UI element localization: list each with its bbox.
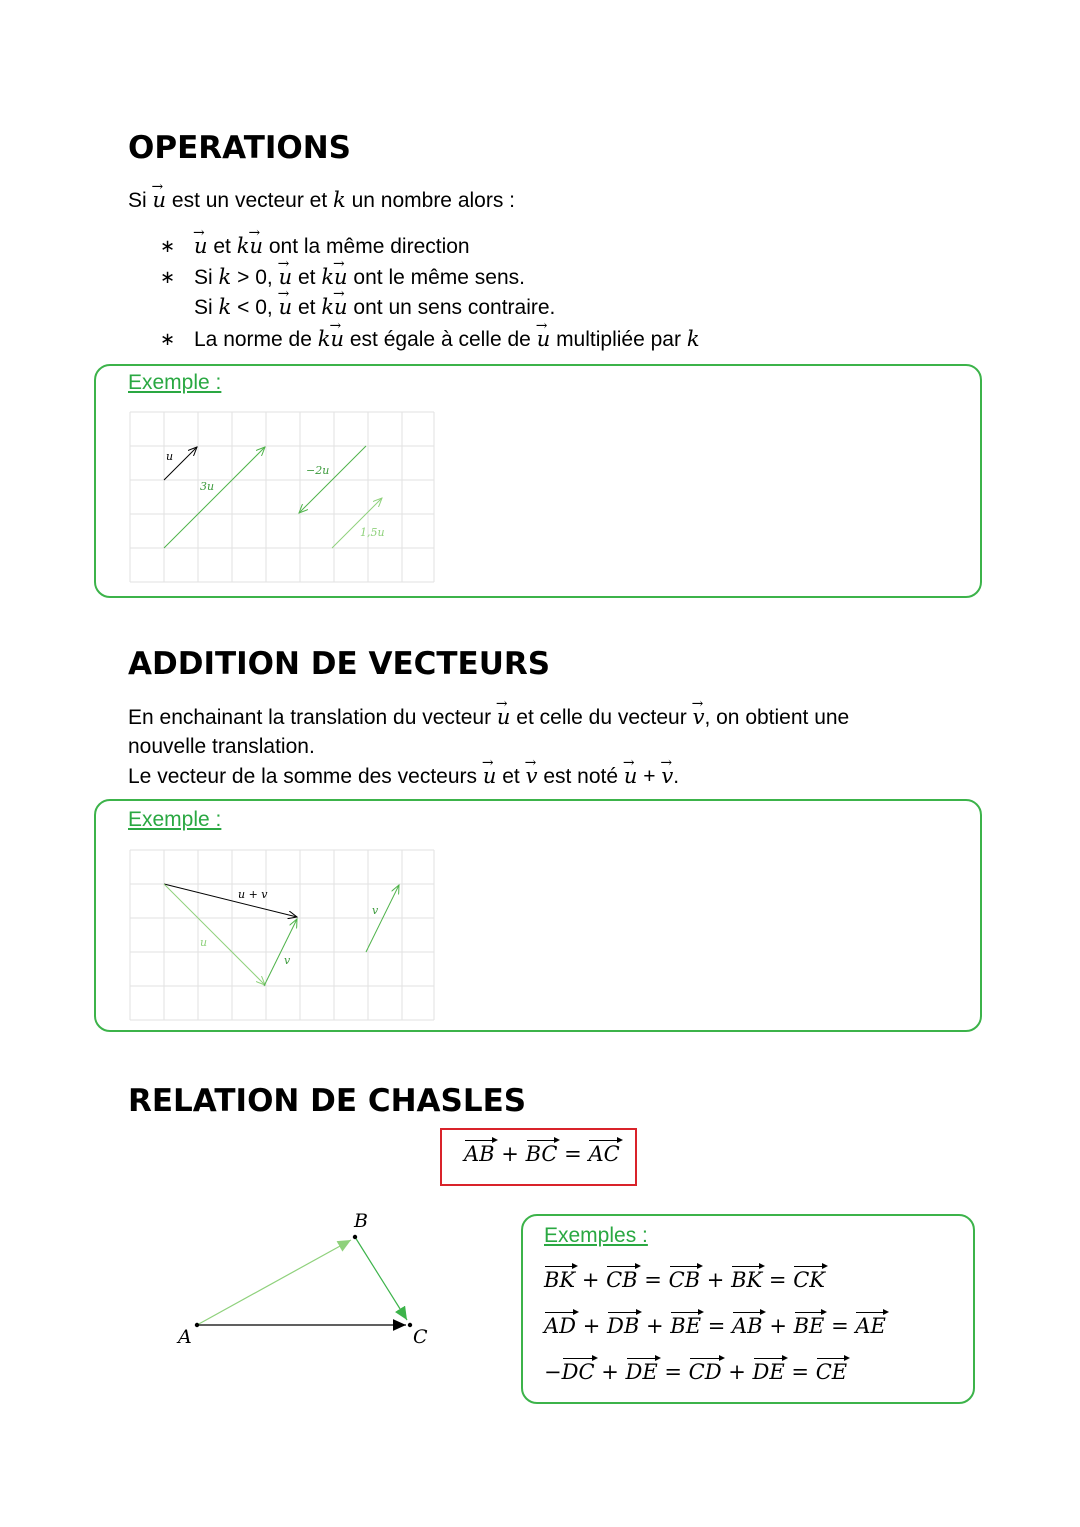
vector-v: v → — [526, 762, 538, 791]
vector: BK — [544, 1268, 576, 1292]
vector: AD — [544, 1314, 577, 1338]
vector-u: u → — [334, 263, 348, 292]
vector-u: u → — [537, 325, 551, 354]
text: et — [213, 235, 231, 258]
section-title-operations: OPERATIONS — [128, 130, 352, 166]
text: < 0, — [237, 296, 273, 319]
operator: − — [544, 1360, 562, 1384]
vector-u: u → — [331, 325, 345, 354]
text: est un vecteur et — [171, 189, 328, 212]
vector-v: v → — [661, 762, 673, 791]
vector-u: u → — [483, 762, 497, 791]
vector: DC — [561, 1360, 595, 1384]
text: Si — [128, 189, 147, 212]
var-k: k — [321, 295, 335, 319]
chasles-example-1 — [544, 1268, 825, 1292]
text: et — [297, 266, 316, 289]
text: En enchainant la translation du vecteur — [128, 706, 492, 729]
text: ont la même direction — [268, 235, 470, 258]
vector: CD — [688, 1360, 722, 1384]
vector-u: u → — [334, 293, 348, 322]
text: ont le même sens. — [353, 266, 526, 289]
label-B: B — [354, 1210, 368, 1232]
var-k: k — [236, 234, 250, 258]
vector: CB — [606, 1268, 638, 1292]
text: et celle du vecteur — [516, 706, 687, 729]
operator: + — [581, 1268, 600, 1292]
operator: = — [707, 1314, 726, 1338]
vector: BE — [793, 1314, 825, 1338]
operator: = — [768, 1268, 787, 1292]
point-A — [195, 1323, 199, 1327]
label-v-free: v — [372, 904, 379, 917]
section-title-chasles: RELATION DE CHASLES — [128, 1083, 527, 1119]
operator: = — [831, 1314, 849, 1338]
bullet-icon: ∗ — [160, 267, 176, 287]
operations-figure — [128, 410, 436, 586]
vector-u: u → — [624, 762, 638, 791]
label-v: v — [284, 954, 291, 967]
arrow-u-plus-v — [164, 884, 297, 917]
bullet-sens-positive — [194, 263, 525, 292]
text: ont un sens contraire. — [353, 296, 556, 319]
plus-sign: + — [501, 1142, 519, 1166]
label-u: u — [200, 936, 208, 949]
var-k: k — [321, 265, 335, 289]
vector: AB — [732, 1314, 763, 1338]
text: Si — [194, 266, 213, 289]
bullet-sens-negative — [194, 293, 555, 322]
vector-AB: AB — [464, 1142, 495, 1166]
text: multipliée par — [556, 328, 681, 351]
equals-sign: = — [564, 1142, 582, 1166]
vector: DB — [607, 1314, 640, 1338]
text: Si — [194, 296, 213, 319]
vector-BC: BC — [525, 1142, 558, 1166]
text: et — [502, 765, 520, 788]
arrow-BC — [355, 1237, 407, 1320]
plus-sign: + — [643, 765, 656, 788]
vector-u: u → — [194, 232, 208, 261]
vector-u: u → — [279, 263, 293, 292]
point-C — [408, 1323, 412, 1327]
chasles-example-2 — [544, 1314, 886, 1338]
vector-u: u → — [249, 232, 263, 261]
operator: + — [769, 1314, 787, 1338]
section-title-addition: ADDITION DE VECTEURS — [128, 646, 551, 682]
example-label: Exemple : — [128, 808, 222, 831]
var-k: k — [333, 188, 346, 212]
vector: CB — [668, 1268, 701, 1292]
text: > 0, — [237, 266, 273, 289]
label-minus2u: −2u — [306, 464, 330, 477]
addition-line-2: nouvelle translation. — [128, 735, 315, 758]
var-k: k — [218, 295, 232, 319]
operator: = — [791, 1360, 810, 1384]
addition-line-1 — [128, 703, 988, 732]
operator: = — [664, 1360, 682, 1384]
vector: CK — [793, 1268, 825, 1292]
operator: + — [601, 1360, 619, 1384]
grid-lines — [130, 412, 434, 582]
addition-figure — [128, 848, 436, 1024]
bullet-icon: ∗ — [160, 329, 176, 349]
var-k: k — [317, 327, 331, 351]
grid-lines — [130, 850, 434, 1020]
label-1-5u: 1,5u — [360, 526, 385, 539]
var-k: k — [686, 327, 700, 351]
examples-label: Exemples : — [544, 1224, 648, 1247]
chasles-formula — [464, 1142, 620, 1166]
var-k: k — [218, 265, 232, 289]
label-u: u — [166, 450, 174, 463]
text: , on obtient une — [704, 706, 850, 729]
vector-u: u → — [279, 293, 293, 322]
arrow-1-5u — [332, 498, 382, 548]
operator: + — [582, 1314, 601, 1338]
text: . — [673, 765, 680, 788]
bullet-norme — [194, 325, 700, 354]
vector: DE — [752, 1360, 785, 1384]
vector: CE — [815, 1360, 848, 1384]
vector-u: u → — [153, 186, 167, 215]
vector: AE — [855, 1314, 886, 1338]
point-B — [353, 1235, 357, 1239]
addition-line-3 — [128, 762, 679, 791]
vector-v: v → — [693, 703, 705, 732]
label-u-plus-v: u + v — [238, 888, 268, 901]
operations-intro — [128, 186, 515, 215]
text: un nombre alors : — [351, 189, 516, 212]
vector-u: u → — [497, 703, 511, 732]
label-3u: 3u — [200, 480, 215, 493]
text: Le vecteur de la somme des vecteurs — [128, 765, 478, 788]
text: La norme de — [194, 328, 312, 351]
bullet-direction — [194, 232, 470, 261]
example-label: Exemple : — [128, 371, 222, 394]
text: et — [297, 296, 316, 319]
operator: + — [645, 1314, 664, 1338]
vector: DE — [625, 1360, 658, 1384]
operator: + — [728, 1360, 746, 1384]
operator: = — [644, 1268, 662, 1292]
vector: BK — [731, 1268, 763, 1292]
chasles-example-3 — [544, 1360, 847, 1384]
label-C: C — [413, 1326, 428, 1348]
text: est noté — [543, 765, 619, 788]
arrow-AB — [197, 1240, 351, 1325]
chasles-triangle — [170, 1205, 440, 1360]
text: est égale à celle de — [349, 328, 531, 351]
arrow-3u — [164, 447, 265, 548]
operator: + — [706, 1268, 725, 1292]
vector-AC: AC — [588, 1142, 620, 1166]
bullet-icon: ∗ — [160, 236, 176, 256]
label-A: A — [178, 1326, 192, 1348]
vector: BE — [670, 1314, 702, 1338]
